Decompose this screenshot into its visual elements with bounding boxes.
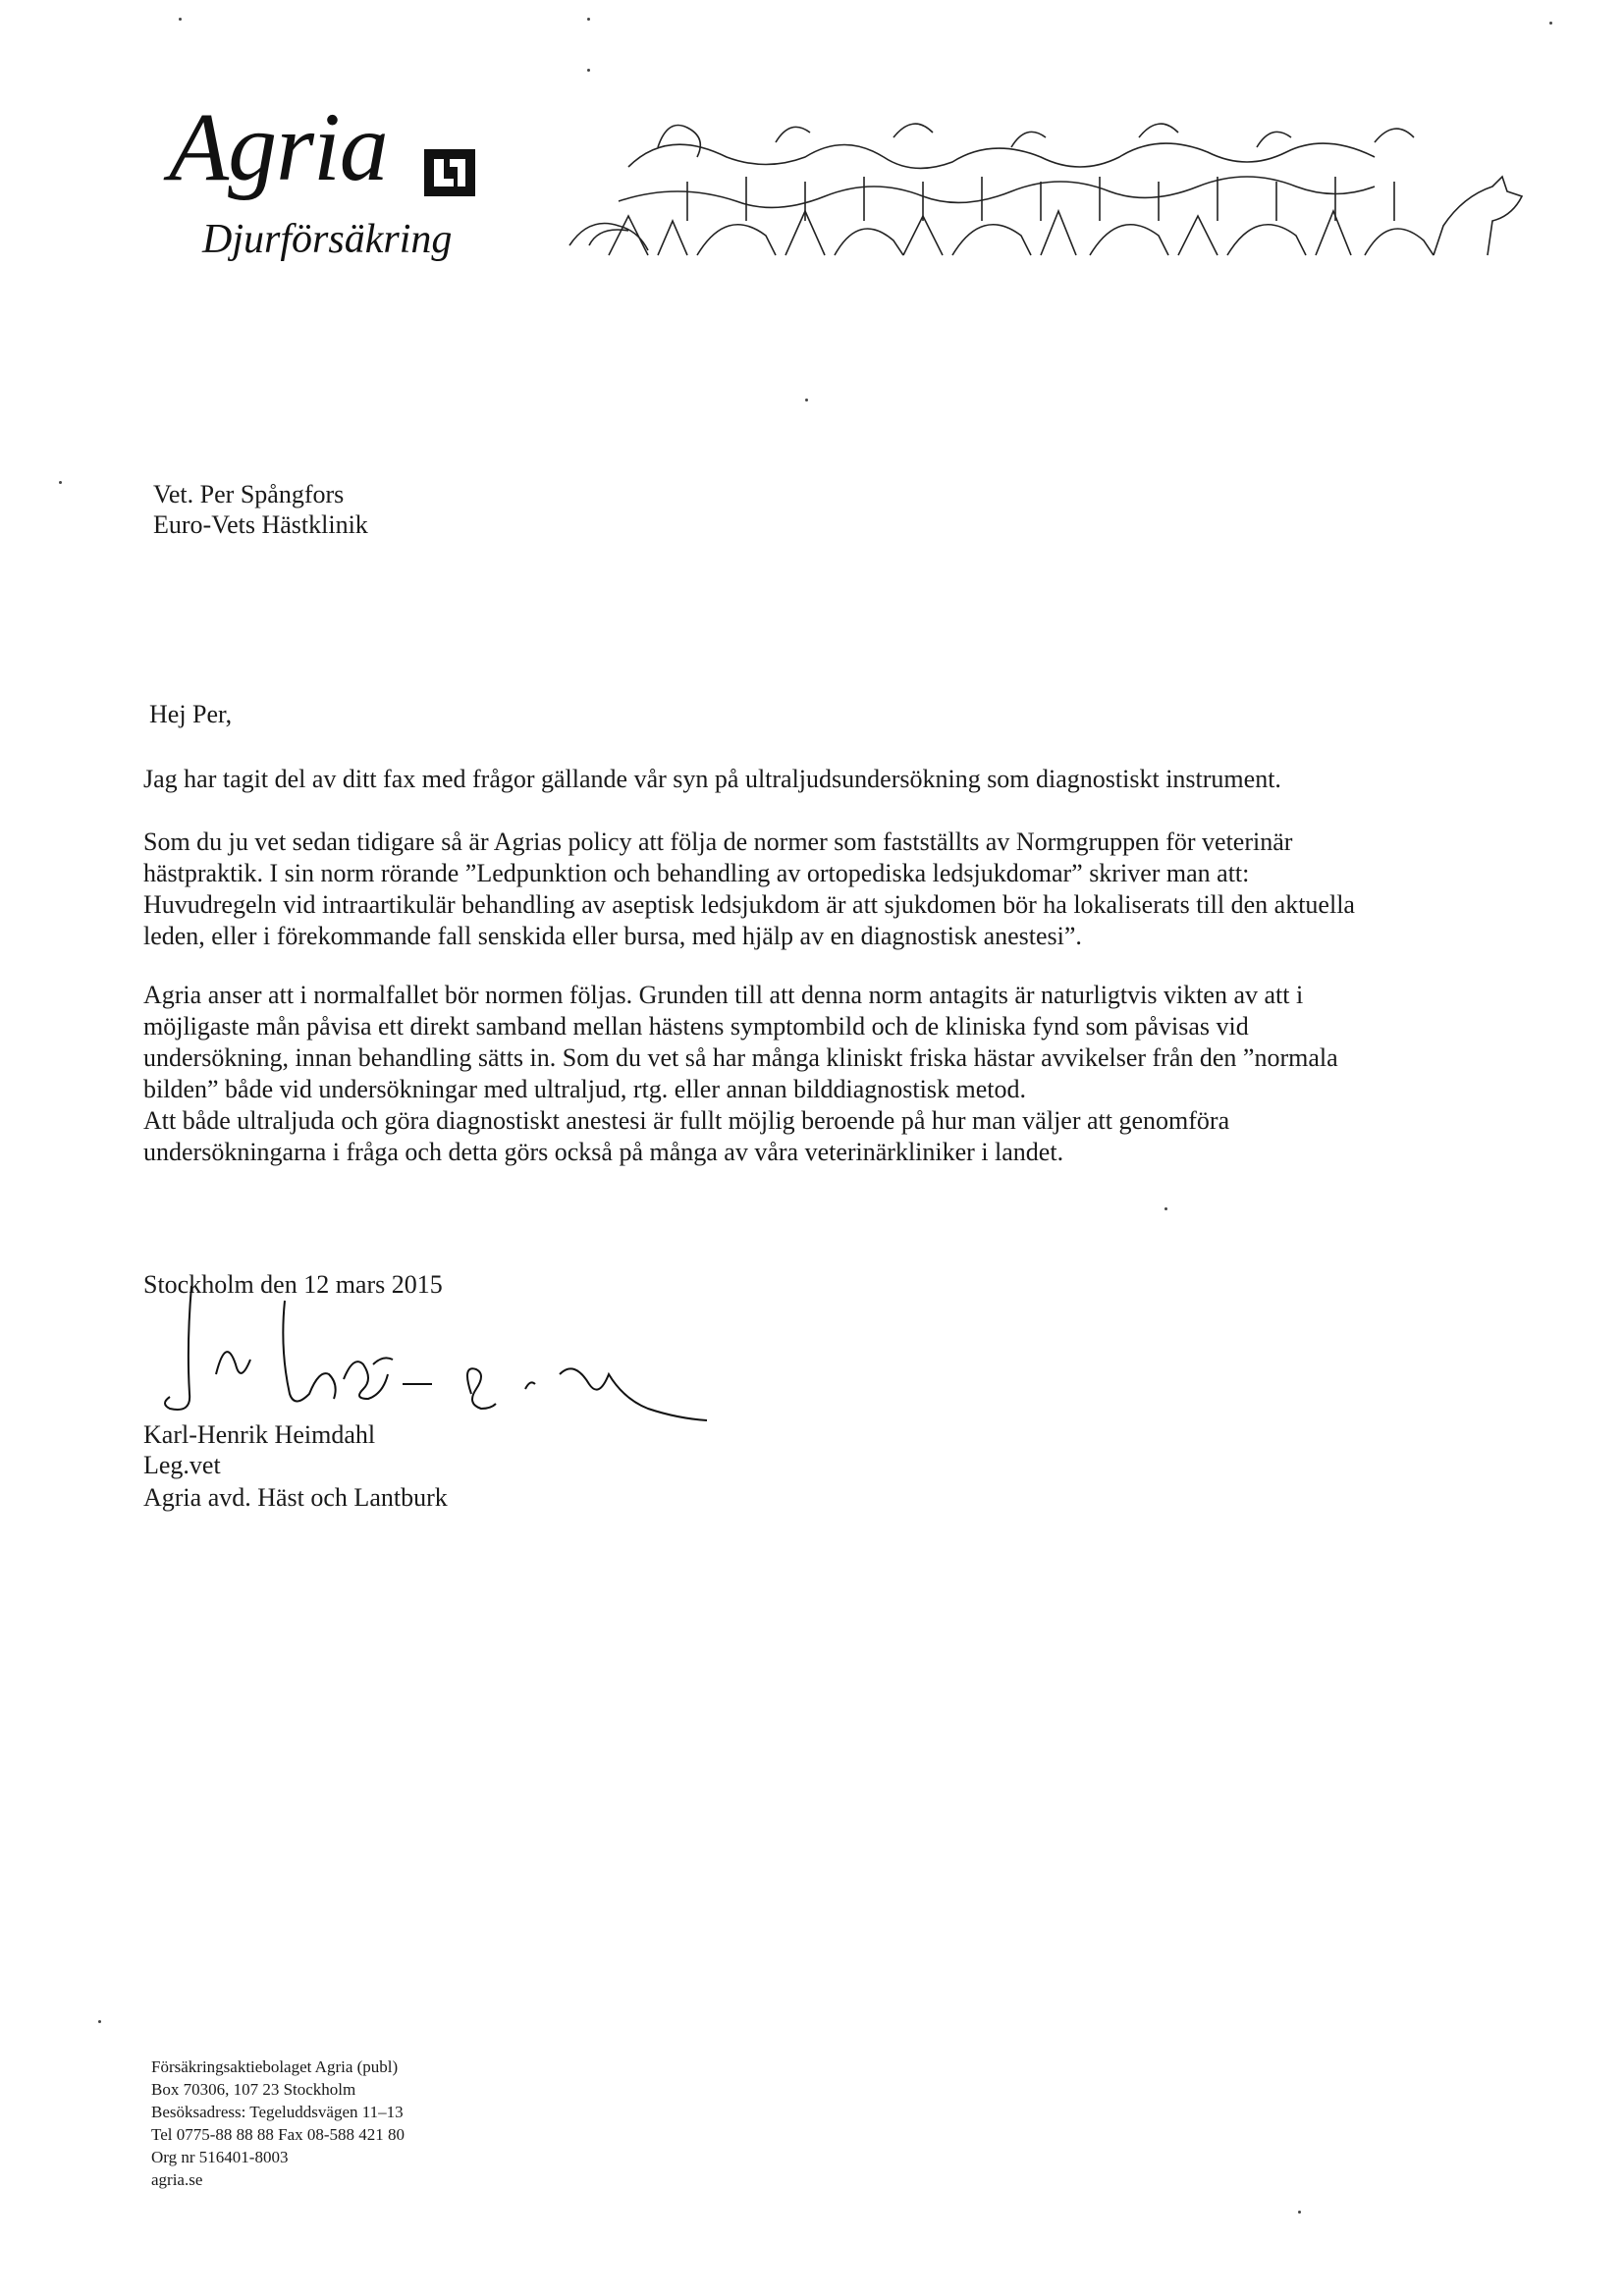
body-paragraph-2 [143, 827, 1459, 952]
body-line: Som du ju vet sedan tidigare så är Agrias policy att följa de normer som fastställts av Normgruppen för veterinär [143, 828, 1293, 856]
body-line: undersökning, innan behandling sätts in. Som du vet så har många kliniskt friska hästar avvikelser från den ”normala [143, 1043, 1338, 1072]
recipient-name: Vet. Per Spångfors [153, 480, 345, 508]
footer-org-number: Org nr 516401-8003 [151, 2148, 289, 2166]
body-paragraph-1 [143, 764, 1459, 795]
body-line: bilden” både vid undersökningar med ultraljud, rtg. eller annan bilddiagnostisk metod. [143, 1075, 1026, 1103]
body-line: möjligaste mån påvisa ett direkt samband mellan hästens symptombild och de kliniska fynd som påvisas vid [143, 1012, 1249, 1041]
signatory-title: Leg.vet [143, 1451, 221, 1479]
scan-speck [587, 69, 590, 72]
footer-website: agria.se [151, 2170, 203, 2189]
footer-visit-address: Besöksadress: Tegeluddsvägen 11–13 [151, 2103, 404, 2121]
signatory-department: Agria avd. Häst och Lantburk [143, 1483, 448, 1512]
scan-speck [805, 399, 808, 401]
brand-tagline: Djurförsäkring [202, 217, 453, 262]
scan-speck [1298, 2211, 1301, 2214]
body-line: Huvudregeln vid intraartikulär behandling av aseptisk ledsjukdom är att sjukdomen bör ha lokaliserats till den aktuella [143, 890, 1355, 919]
scan-speck [59, 481, 62, 484]
scan-speck [1164, 1207, 1167, 1210]
body-line: Att både ultraljuda och göra diagnostiskt anestesi är fullt möjlig beroende på hur man väljer att genomföra [143, 1106, 1230, 1135]
footer-phone-fax: Tel 0775-88 88 88 Fax 08-588 421 80 [151, 2125, 406, 2144]
brand-logo-text: Agria [169, 92, 388, 201]
body-line: Agria anser att i normalfallet bör normen följas. Grunden till att denna norm antagits är naturligtvis vikten av att i [143, 981, 1304, 1009]
handwritten-signature-icon [147, 1276, 717, 1433]
body-paragraph-3 [143, 980, 1459, 1168]
scan-speck [179, 18, 182, 21]
body-line: hästpraktik. I sin norm rörande ”Ledpunktion och behandling av ortopediska ledsjukdomar” skriver man att: [143, 859, 1250, 887]
scan-speck [98, 2020, 101, 2023]
scan-speck [1549, 22, 1552, 25]
body-line: undersökningarna i fråga och detta görs också på många av våra veterinärkliniker i landet. [143, 1138, 1064, 1166]
greeting: Hej Per, [149, 700, 233, 728]
recipient-clinic: Euro-Vets Hästklinik [153, 510, 368, 539]
footer-postal-address: Box 70306, 107 23 Stockholm [151, 2080, 356, 2099]
agria-square-mark-icon [424, 149, 475, 196]
signatory-name: Karl-Henrik Heimdahl [143, 1420, 376, 1449]
place-date: Stockholm den 12 mars 2015 [143, 1270, 443, 1299]
animal-line-drawings-icon [550, 108, 1532, 265]
body-line: leden, eller i förekommande fall senskida eller bursa, med hjälp av en diagnostisk anestesi”. [143, 922, 1082, 950]
scan-speck [587, 18, 590, 21]
body-line: Jag har tagit del av ditt fax med frågor gällande vår syn på ultraljudsundersökning som diagnostiskt instrument. [143, 765, 1281, 793]
footer-company: Försäkringsaktiebolaget Agria (publ) [151, 2057, 399, 2076]
company-footer [151, 2056, 405, 2191]
